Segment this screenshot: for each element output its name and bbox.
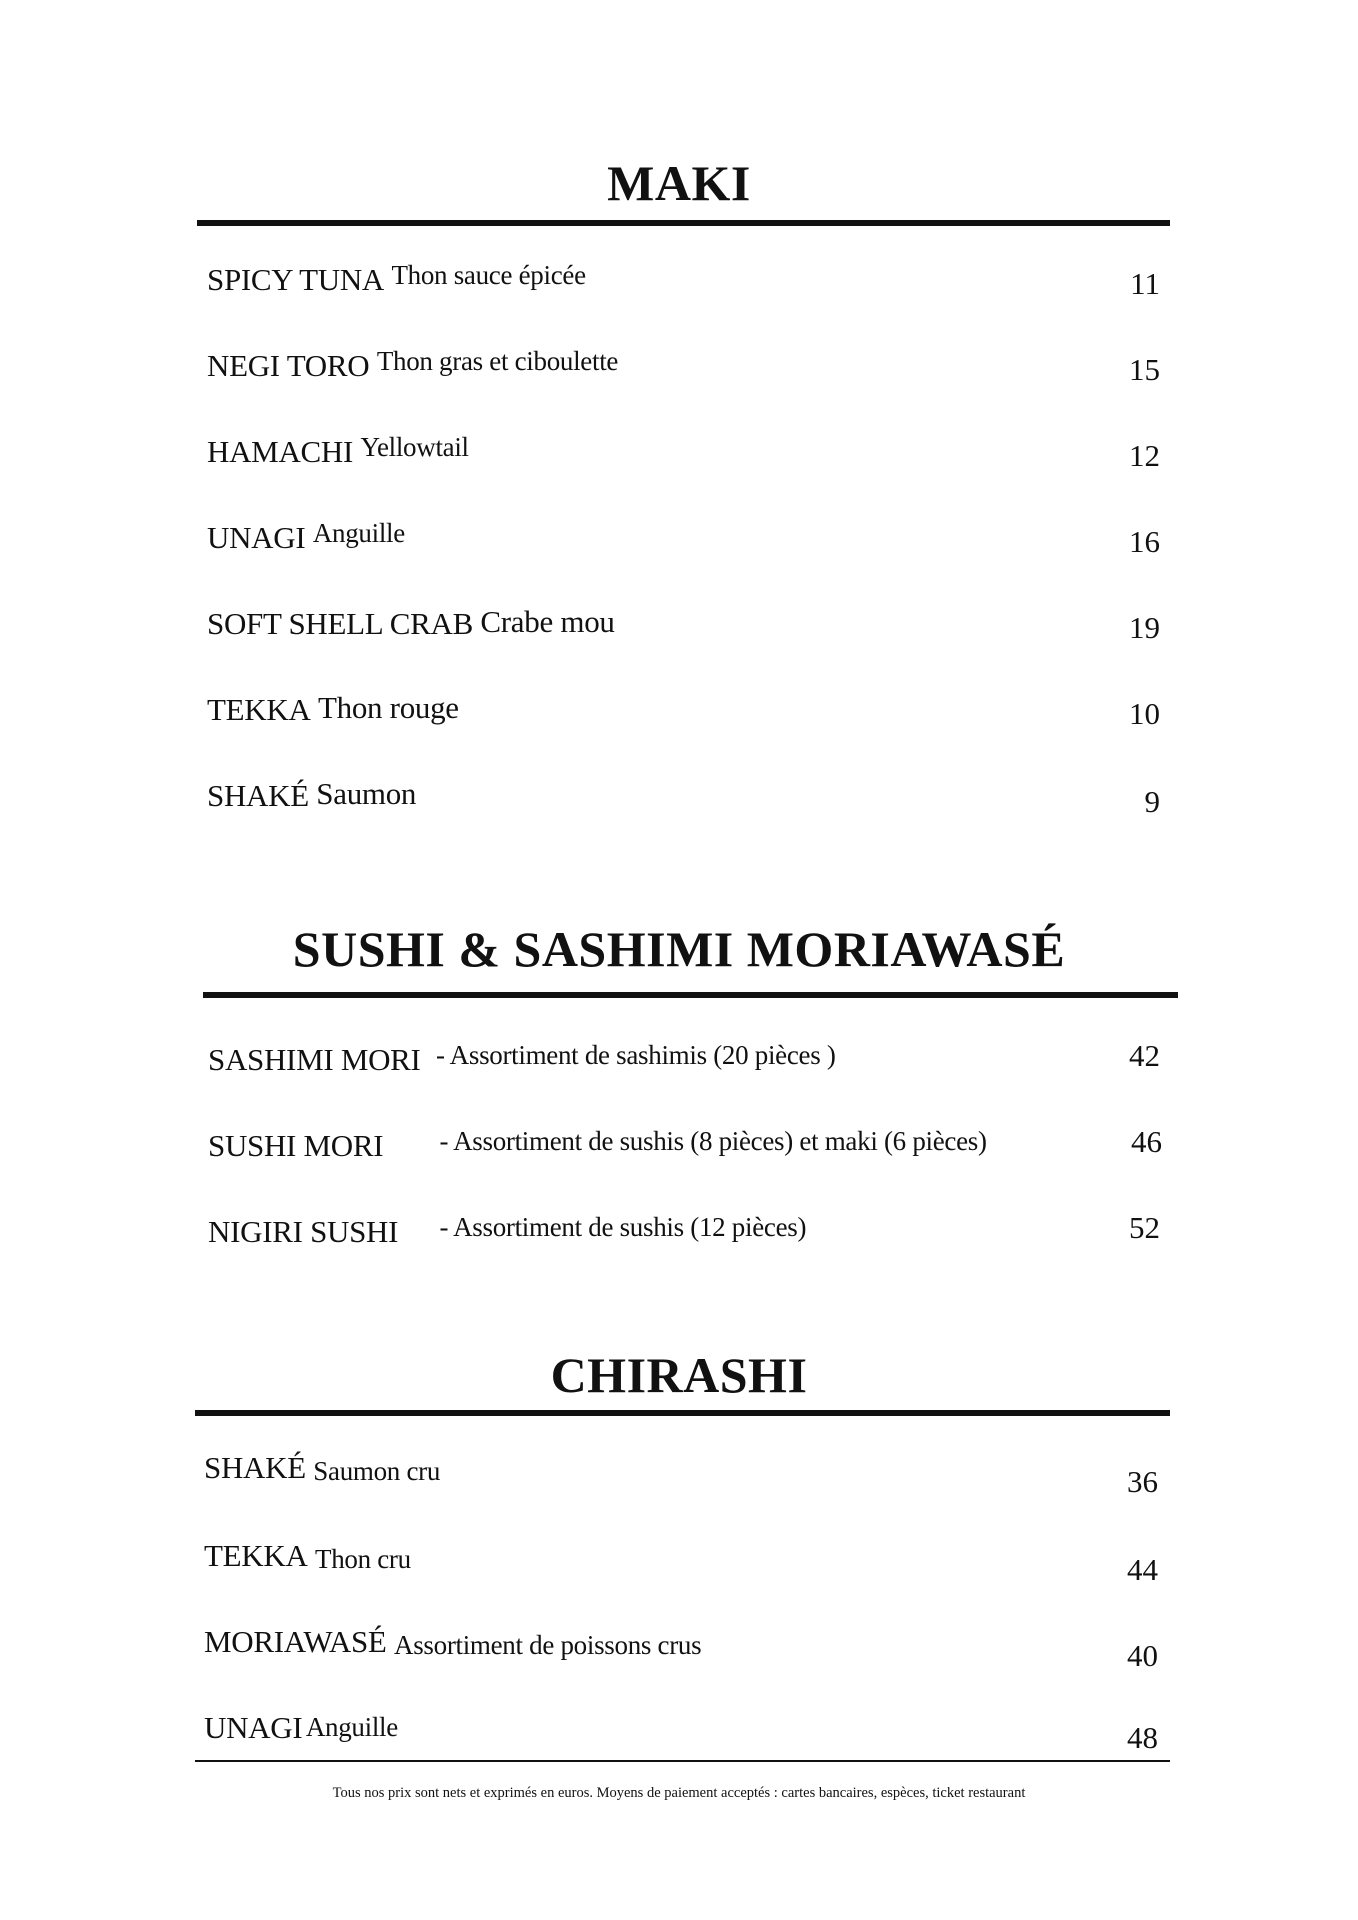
item-name: SPICY TUNA	[207, 262, 385, 297]
menu-item	[208, 1126, 987, 1163]
item-description: Saumon	[316, 776, 417, 811]
item-price: 16	[1129, 524, 1160, 559]
item-name: SUSHI MORI	[208, 1128, 384, 1163]
section-title-maki: MAKI	[607, 155, 751, 211]
item-price: 15	[1129, 352, 1160, 387]
item-name: NIGIRI SUSHI	[208, 1214, 399, 1249]
section-divider-moriawase	[203, 992, 1178, 998]
menu-item	[204, 1452, 440, 1485]
menu-item	[207, 604, 615, 641]
menu-item	[207, 432, 469, 469]
section-title-chirashi: CHIRASHI	[550, 1347, 808, 1403]
item-name: SOFT SHELL CRAB	[207, 606, 473, 641]
item-price: 10	[1129, 696, 1160, 731]
item-description: Yellowtail	[360, 432, 469, 462]
item-price: 46	[1131, 1124, 1162, 1159]
item-price: 48	[1127, 1720, 1158, 1755]
menu-item	[204, 1626, 701, 1659]
menu-item	[204, 1540, 411, 1573]
item-description: Crabe mou	[480, 604, 615, 639]
item-description: Thon sauce épicée	[391, 260, 586, 290]
item-price: 42	[1129, 1038, 1160, 1073]
item-name: UNAGI	[207, 520, 306, 555]
menu-item	[207, 346, 619, 383]
section-title-moriawase: SUSHI & SASHIMI MORIAWASÉ	[292, 921, 1066, 977]
menu-item	[207, 260, 586, 297]
item-description: - Assortiment de sushis (8 pièces) et maki (6 pièces)	[439, 1126, 987, 1156]
item-price: 52	[1129, 1210, 1160, 1245]
footer-divider	[195, 1760, 1170, 1762]
item-description: Anguille	[305, 1712, 398, 1742]
item-description: - Assortiment de sashimis (20 pièces )	[436, 1040, 836, 1070]
section-divider-maki	[197, 220, 1170, 226]
item-name: TEKKA	[207, 692, 311, 727]
item-price: 9	[1144, 784, 1160, 819]
item-price: 44	[1127, 1552, 1158, 1587]
item-description: Thon gras et ciboulette	[376, 346, 619, 376]
item-name: SASHIMI MORI	[208, 1042, 421, 1077]
section-divider-chirashi	[195, 1410, 1170, 1416]
item-name: SHAKÉ	[204, 1450, 306, 1485]
item-price: 12	[1129, 438, 1160, 473]
item-name: MORIAWASÉ	[204, 1624, 387, 1659]
item-name: NEGI TORO	[207, 348, 370, 383]
item-description: Thon rouge	[318, 690, 459, 725]
item-name: SHAKÉ	[207, 778, 309, 813]
footer-note: Tous nos prix sont nets et exprimés en euros. Moyens de paiement acceptés : cartes bancaires, espèces, ticket restaurant	[332, 1785, 1026, 1801]
item-price: 11	[1130, 266, 1160, 301]
item-name: HAMACHI	[207, 434, 354, 469]
item-price: 36	[1127, 1464, 1158, 1499]
menu-item	[208, 1212, 807, 1249]
item-description: Assortiment de poissons crus	[394, 1630, 702, 1660]
item-description: Saumon cru	[313, 1456, 441, 1486]
menu-item	[207, 776, 417, 813]
item-description: Thon cru	[315, 1544, 411, 1574]
menu-item	[204, 1712, 398, 1743]
menu-item	[208, 1040, 836, 1077]
item-description: Anguille	[312, 518, 405, 548]
item-description: - Assortiment de sushis (12 pièces)	[439, 1212, 807, 1242]
item-price: 40	[1127, 1638, 1158, 1673]
item-name: TEKKA	[204, 1538, 308, 1573]
menu-item	[207, 690, 459, 727]
item-price: 19	[1129, 610, 1160, 645]
menu-item	[207, 518, 405, 555]
item-name: UNAGI	[204, 1710, 303, 1745]
